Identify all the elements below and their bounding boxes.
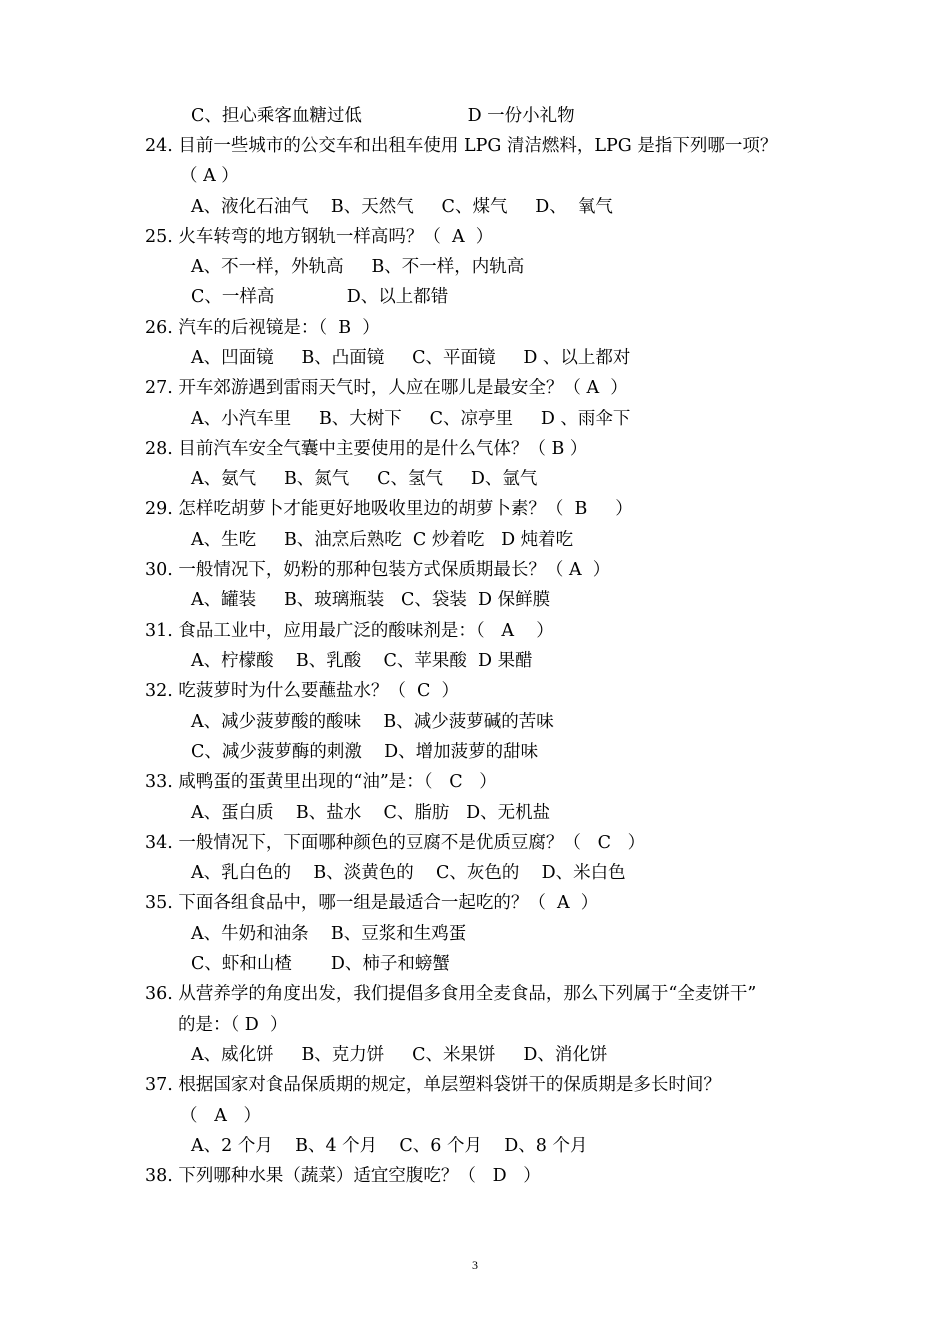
q33-text: 33. 咸鸭蛋的蛋黄里出现的“油”是：（ C ） — [145, 772, 497, 792]
q28-text: 28. 目前汽车安全气囊中主要使用的是什么气体？（ B ） — [145, 439, 588, 459]
q35-text: 35. 下面各组食品中，哪一组是最适合一起吃的？（ A ） — [145, 893, 599, 913]
q38-text: 38. 下列哪种水果（蔬菜）适宜空腹吃？（ D ） — [145, 1166, 541, 1186]
q27-options: A、小汽车里 B、大树下 C、凉亭里 D 、雨伞下 — [191, 409, 631, 429]
q30-text: 30. 一般情况下，奶粉的那种包装方式保质期最长？（ A ） — [145, 560, 611, 580]
q30-options: A、罐装 B、玻璃瓶装 C、袋装 D 保鲜膜 — [191, 590, 551, 610]
q37-answer: （ A ） — [180, 1106, 262, 1126]
q24-options: A、液化石油气 B、天然气 C、煤气 D、 氧气 — [191, 197, 613, 217]
q26-options: A、凹面镜 B、凸面镜 C、平面镜 D 、以上都对 — [191, 348, 631, 368]
q32-text: 32. 吃菠萝时为什么要蘸盐水？（ C ） — [145, 681, 460, 701]
q29-text: 29. 怎样吃胡萝卜才能更好地吸收里边的胡萝卜素？（ B ） — [145, 499, 633, 519]
q32-options-cd: C、减少菠萝酶的刺激 D、增加菠萝的甜味 — [191, 742, 539, 762]
q25-options-cd: C、一样高 D、以上都错 — [191, 287, 449, 307]
q34-options: A、乳白色的 B、淡黄色的 C、灰色的 D、米白色 — [191, 863, 626, 883]
q29-options: A、生吃 B、油烹后熟吃 C 炒着吃 D 炖着吃 — [191, 530, 574, 550]
q33-options: A、蛋白质 B、盐水 C、脂肪 D、无机盐 — [191, 803, 551, 823]
q36-text-cont: 的是：（ D ） — [178, 1015, 288, 1035]
q36-text: 36. 从营养学的角度出发，我们提倡多食用全麦食品，那么下列属于“全麦饼干” — [145, 984, 757, 1004]
q25-text: 25. 火车转弯的地方钢轨一样高吗？（ A ） — [145, 227, 494, 247]
q37-text: 37. 根据国家对食品保质期的规定，单层塑料袋饼干的保质期是多长时间？ — [145, 1075, 721, 1095]
q37-options: A、2 个月 B、4 个月 C、6 个月 D、8 个月 — [191, 1136, 588, 1156]
q35-options-cd: C、虾和山楂 D、柿子和螃蟹 — [191, 954, 450, 974]
q32-options-ab: A、减少菠萝酸的酸味 B、减少菠萝碱的苦味 — [191, 712, 554, 732]
q31-options: A、柠檬酸 B、乳酸 C、苹果酸 D 果醋 — [191, 651, 533, 671]
q28-options: A、氨气 B、氮气 C、氢气 D、氩气 — [191, 469, 538, 489]
q36-options: A、威化饼 B、克力饼 C、米果饼 D、消化饼 — [191, 1045, 608, 1065]
q23-options-cd: C、担心乘客血糖过低 D 一份小礼物 — [191, 106, 575, 126]
page-number: 3 — [472, 1258, 478, 1272]
q24-text: 24. 目前一些城市的公交车和出租车使用 LPG 清洁燃料，LPG 是指下列哪一项？ — [145, 136, 778, 156]
q24-answer: （ A ） — [180, 166, 239, 186]
q31-text: 31. 食品工业中，应用最广泛的酸味剂是：（ A ） — [145, 621, 554, 641]
q25-options-ab: A、不一样，外轨高 B、不一样，内轨高 — [191, 257, 525, 277]
q26-text: 26. 汽车的后视镜是：（ B ） — [145, 318, 380, 338]
q35-options-ab: A、牛奶和油条 B、豆浆和生鸡蛋 — [191, 924, 467, 944]
q27-text: 27. 开车郊游遇到雷雨天气时，人应在哪儿是最安全？（ A ） — [145, 378, 628, 398]
q34-text: 34. 一般情况下，下面哪种颜色的豆腐不是优质豆腐？（ C ） — [145, 833, 646, 853]
